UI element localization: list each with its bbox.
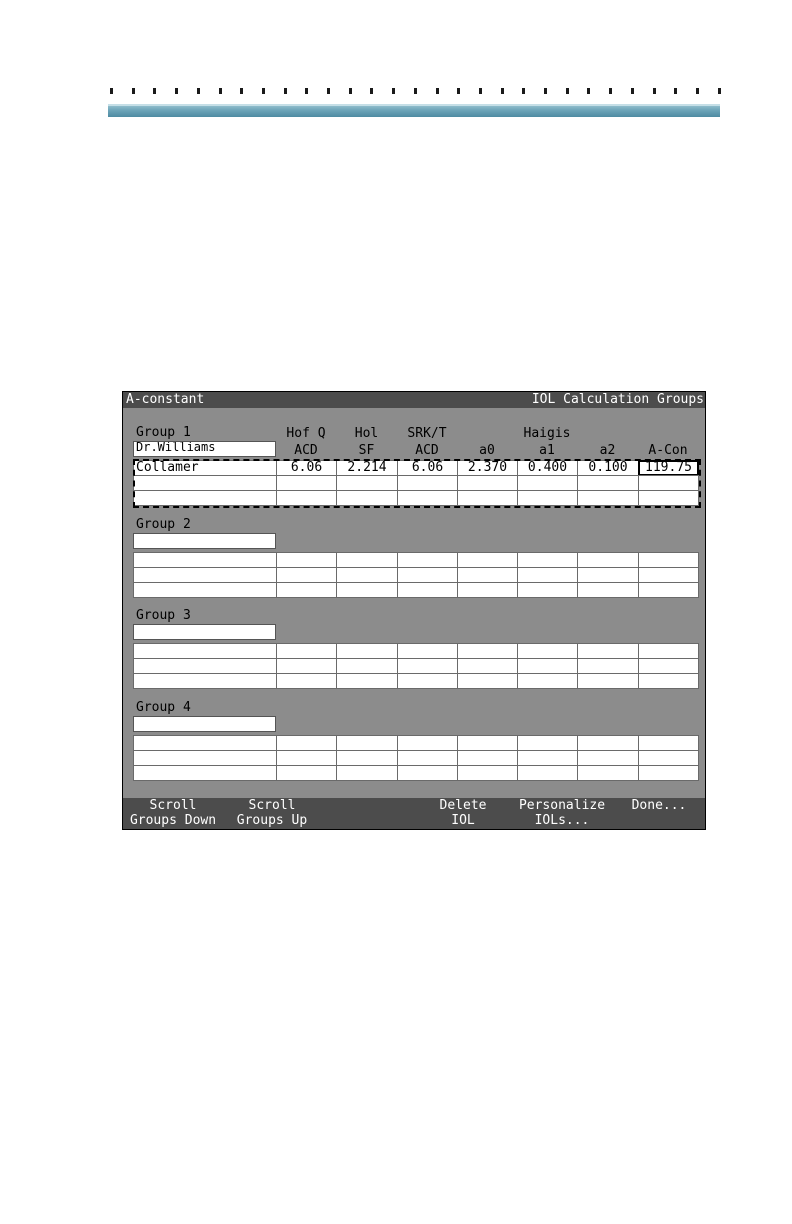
- constant-cell[interactable]: [336, 643, 398, 659]
- constant-cell[interactable]: [638, 673, 699, 689]
- column-header-line1: Hol: [354, 426, 379, 441]
- constant-cell[interactable]: [336, 735, 398, 751]
- constant-cell[interactable]: [397, 643, 458, 659]
- column-header-line2: a1: [539, 443, 555, 458]
- constant-cell[interactable]: [577, 673, 639, 689]
- constant-cell[interactable]: [517, 582, 578, 598]
- constant-cell[interactable]: [397, 765, 458, 781]
- iol-name-cell[interactable]: [133, 552, 277, 568]
- constant-cell[interactable]: [276, 750, 337, 766]
- constant-cell[interactable]: [457, 567, 518, 583]
- constant-cell[interactable]: [276, 475, 337, 491]
- constant-cell[interactable]: [397, 658, 458, 674]
- constant-cell[interactable]: [276, 673, 337, 689]
- rule-dot: [153, 88, 156, 94]
- group-name-field[interactable]: [133, 533, 276, 549]
- constant-cell[interactable]: [517, 658, 578, 674]
- constant-cell[interactable]: [638, 490, 699, 506]
- softkey-label-line2: Groups Down: [129, 813, 217, 828]
- constant-cell[interactable]: [457, 765, 518, 781]
- constant-cell[interactable]: [397, 750, 458, 766]
- group-name-field[interactable]: Dr.Williams: [133, 441, 276, 457]
- constant-cell[interactable]: [577, 475, 639, 491]
- softkey-label-line1: Delete: [439, 798, 487, 813]
- constant-cell[interactable]: [517, 643, 578, 659]
- constant-cell[interactable]: [517, 567, 578, 583]
- iol-name-cell[interactable]: [133, 582, 277, 598]
- constant-cell[interactable]: [638, 658, 699, 674]
- constant-cell[interactable]: [457, 475, 518, 491]
- column-header-line1: Haigis: [523, 426, 571, 441]
- constant-cell[interactable]: [577, 552, 639, 568]
- rule-dot: [132, 88, 135, 94]
- iol-name-cell[interactable]: [133, 765, 277, 781]
- rule-dot: [197, 88, 200, 94]
- iol-name-cell[interactable]: Collamer: [133, 460, 277, 476]
- rule-dot: [587, 88, 590, 94]
- constant-cell[interactable]: [336, 552, 398, 568]
- rule-dot: [479, 88, 482, 94]
- rule-dot: [696, 88, 699, 94]
- constant-cell[interactable]: [457, 658, 518, 674]
- rule-dot: [392, 88, 395, 94]
- softkey-groups-down[interactable]: [123, 798, 223, 829]
- constant-cell[interactable]: [276, 735, 337, 751]
- rule-dot: [522, 88, 525, 94]
- constant-cell[interactable]: [457, 735, 518, 751]
- column-header-line2: a2: [599, 443, 616, 458]
- group-label: Group 1: [136, 425, 191, 440]
- rule-dot: [544, 88, 547, 94]
- rule-dot: [609, 88, 612, 94]
- constant-cell[interactable]: 2.214: [336, 460, 398, 476]
- rule-dot: [566, 88, 569, 94]
- constant-cell[interactable]: 0.100: [577, 460, 639, 476]
- column-header-line1: Hof Q: [286, 426, 326, 441]
- constant-cell[interactable]: [638, 475, 699, 491]
- screen-title: A-constant: [126, 392, 205, 407]
- iol-name-cell[interactable]: [133, 475, 277, 491]
- softkey-label-line2: Groups Up: [236, 813, 308, 828]
- constant-cell[interactable]: [457, 643, 518, 659]
- constant-cell[interactable]: [517, 490, 578, 506]
- constant-cell[interactable]: [336, 475, 398, 491]
- constant-cell[interactable]: [457, 582, 518, 598]
- softkey-label-line2: IOLs...: [534, 813, 590, 828]
- constant-cell[interactable]: [276, 552, 337, 568]
- constant-cell[interactable]: [638, 765, 699, 781]
- rule-dot: [631, 88, 634, 94]
- constant-cell[interactable]: [397, 475, 458, 491]
- group-label: Group 2: [136, 517, 191, 532]
- constant-cell[interactable]: [638, 735, 699, 751]
- iol-name-cell[interactable]: [133, 673, 277, 689]
- rule-dot: [501, 88, 504, 94]
- rule-dot: [219, 88, 222, 94]
- constant-cell[interactable]: [517, 765, 578, 781]
- group-label: Group 4: [136, 700, 191, 715]
- softkey-done[interactable]: [613, 798, 705, 829]
- a-constant-screen: [122, 391, 706, 830]
- constant-cell[interactable]: [577, 490, 639, 506]
- constant-cell[interactable]: [638, 567, 699, 583]
- column-header-line2: a0: [479, 443, 495, 458]
- constant-cell[interactable]: [638, 552, 699, 568]
- rule-dot: [457, 88, 460, 94]
- rule-dot: [240, 88, 243, 94]
- column-header-line2: ACD: [294, 443, 318, 458]
- constant-cell[interactable]: [336, 567, 398, 583]
- constant-cell[interactable]: [577, 735, 639, 751]
- constant-cell[interactable]: [457, 490, 518, 506]
- constant-cell[interactable]: [517, 735, 578, 751]
- iol-name-cell[interactable]: [133, 750, 277, 766]
- constant-cell[interactable]: [276, 643, 337, 659]
- softkey-bar: [123, 798, 705, 829]
- header-banner: [108, 104, 720, 117]
- rule-dot: [370, 88, 373, 94]
- title-bar: [123, 392, 705, 408]
- softkey-iol[interactable]: [415, 798, 511, 829]
- constant-cell[interactable]: [577, 765, 639, 781]
- group-name-field[interactable]: [133, 624, 276, 640]
- constant-cell[interactable]: [276, 567, 337, 583]
- column-header-line2: ACD: [415, 443, 439, 458]
- constant-cell[interactable]: [638, 582, 699, 598]
- constant-cell[interactable]: [517, 552, 578, 568]
- constant-cell[interactable]: 2.370: [457, 460, 518, 476]
- constant-cell[interactable]: [517, 475, 578, 491]
- constant-cell[interactable]: 6.06: [276, 460, 337, 476]
- rule-dot: [175, 88, 178, 94]
- constant-cell[interactable]: [397, 582, 458, 598]
- constant-cell[interactable]: 0.400: [517, 460, 578, 476]
- constant-cell[interactable]: [397, 552, 458, 568]
- constant-cell[interactable]: [457, 750, 518, 766]
- constant-cell[interactable]: [276, 582, 337, 598]
- constant-cell[interactable]: [517, 750, 578, 766]
- rule-dot: [653, 88, 656, 94]
- constant-cell[interactable]: [577, 567, 639, 583]
- constant-cell[interactable]: 6.06: [397, 460, 458, 476]
- rule-dot: [414, 88, 417, 94]
- rule-dot: [327, 88, 330, 94]
- constant-cell[interactable]: [577, 643, 639, 659]
- rule-dot: [305, 88, 308, 94]
- column-header-line2: SF: [358, 443, 375, 458]
- rule-dot: [262, 88, 265, 94]
- rule-dot: [718, 88, 721, 94]
- constant-cell[interactable]: [276, 490, 337, 506]
- softkey-label-line1: Scroll: [149, 798, 197, 813]
- group-name-field[interactable]: [133, 716, 276, 732]
- rule-dot: [349, 88, 352, 94]
- constant-cell[interactable]: [638, 643, 699, 659]
- constant-cell[interactable]: [336, 490, 398, 506]
- softkey-label-line1: Personalize: [518, 798, 606, 813]
- iol-name-cell[interactable]: [133, 567, 277, 583]
- softkey-label-line2: IOL: [451, 813, 475, 828]
- softkey-label-line2: Done...: [631, 798, 687, 813]
- screen-subtitle: IOL Calculation Groups: [531, 392, 704, 407]
- constant-cell[interactable]: [397, 567, 458, 583]
- constant-cell[interactable]: [577, 750, 639, 766]
- iol-name-cell[interactable]: [133, 735, 277, 751]
- iol-name-cell[interactable]: [133, 643, 277, 659]
- rule-dot: [436, 88, 439, 94]
- header-dot-rule: [108, 88, 720, 96]
- constant-cell[interactable]: [336, 582, 398, 598]
- softkey-label-line1: Scroll: [248, 798, 296, 813]
- column-header-line2: A-Con: [648, 443, 688, 458]
- constant-cell[interactable]: [336, 658, 398, 674]
- rule-dot: [284, 88, 287, 94]
- rule-dot: [674, 88, 677, 94]
- rule-dot: [110, 88, 113, 94]
- constant-cell[interactable]: [457, 552, 518, 568]
- constant-cell[interactable]: [397, 490, 458, 506]
- constant-cell[interactable]: [336, 765, 398, 781]
- group-label: Group 3: [136, 608, 191, 623]
- softkey-blank[interactable]: [323, 798, 415, 829]
- iol-name-cell[interactable]: [133, 658, 277, 674]
- constant-cell[interactable]: [577, 658, 639, 674]
- constant-cell[interactable]: [397, 673, 458, 689]
- constant-cell[interactable]: [517, 673, 578, 689]
- iol-name-cell[interactable]: [133, 490, 277, 506]
- constant-cell[interactable]: [276, 658, 337, 674]
- constant-cell[interactable]: [336, 673, 398, 689]
- constant-cell[interactable]: [397, 735, 458, 751]
- constant-cell[interactable]: [336, 750, 398, 766]
- a-con-cell-selected[interactable]: 119.75: [638, 460, 699, 476]
- constant-cell[interactable]: [577, 582, 639, 598]
- softkey-iols[interactable]: [511, 798, 613, 829]
- constant-cell[interactable]: [638, 750, 699, 766]
- constant-cell[interactable]: [276, 765, 337, 781]
- softkey-groups-up[interactable]: [221, 798, 323, 829]
- constant-cell[interactable]: [457, 673, 518, 689]
- column-header-line1: SRK/T: [407, 426, 447, 441]
